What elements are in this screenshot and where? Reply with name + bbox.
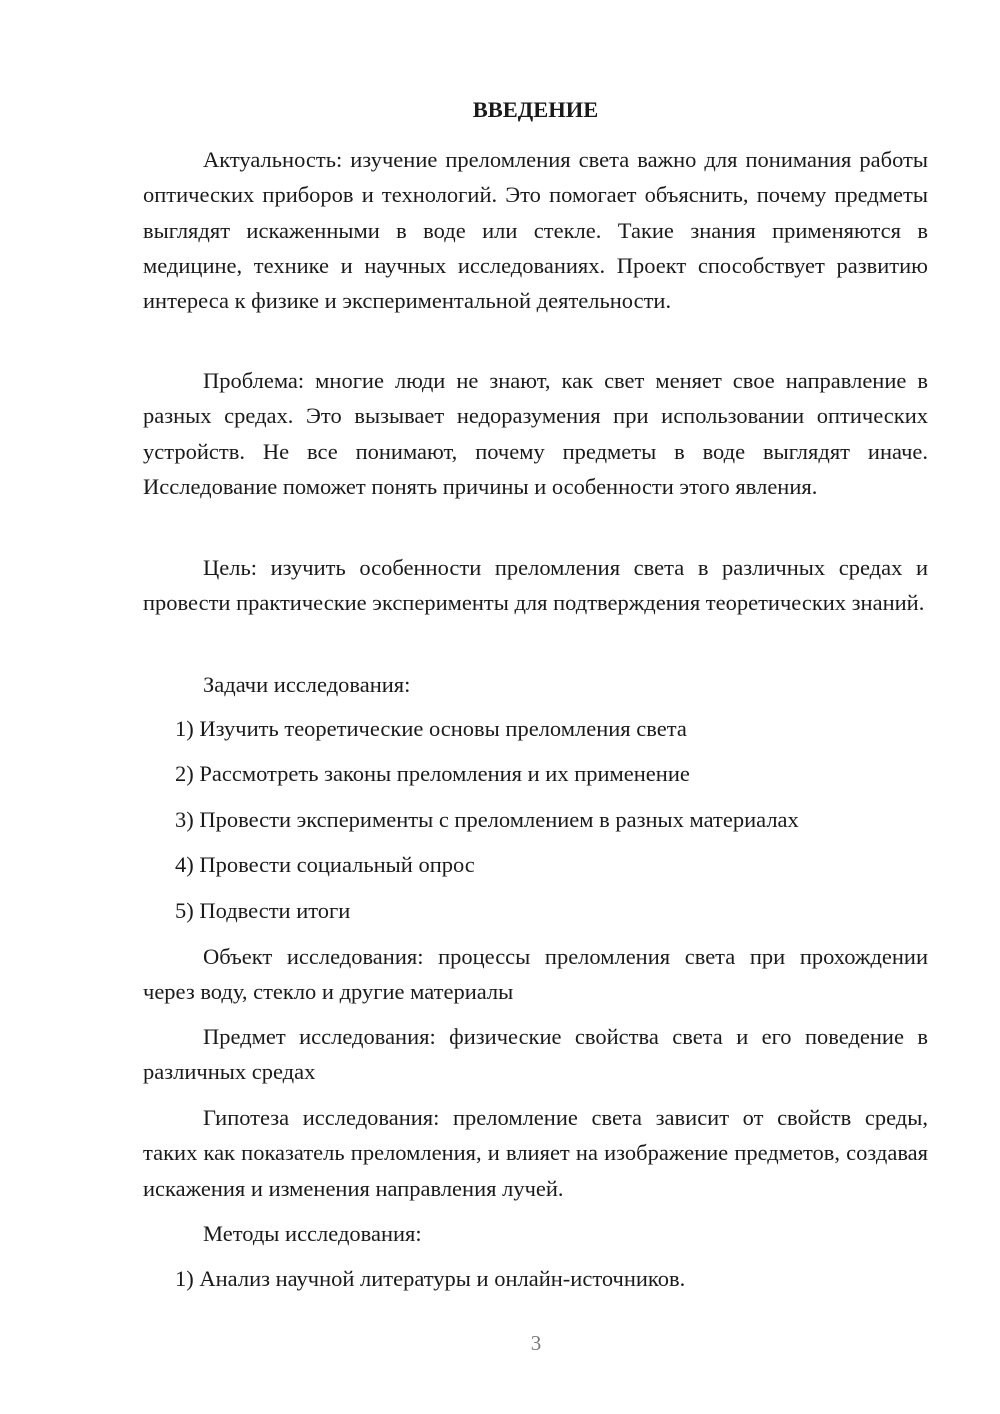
- object-paragraph: Объект исследования: процессы преломления света при прохождении через воду, стекло и другие материалы: [143, 944, 928, 1005]
- task-item: 2) Рассмотреть законы преломления и их применение: [175, 761, 690, 786]
- problem-paragraph: Проблема: многие люди не знают, как свет меняет свое направление в разных средах. Это вызывает недоразумения при использовании оптических устройств. Не все понимают, почему предметы в воде выглядят иначе. Исследование поможет понять причины и особенности этого явления.: [143, 368, 928, 499]
- task-item: 5) Подвести итоги: [175, 898, 351, 923]
- subject-paragraph: Предмет исследования: физические свойства света и его поведение в различных средах: [143, 1024, 928, 1085]
- method-item: 1) Анализ научной литературы и онлайн-источников.: [175, 1266, 686, 1291]
- methods-heading: Методы исследования:: [203, 1221, 422, 1246]
- task-item: 4) Провести социальный опрос: [175, 852, 475, 877]
- page-number: 3: [530, 1331, 542, 1355]
- task-item: 1) Изучить теоретические основы преломления света: [175, 716, 687, 741]
- task-item: 3) Провести эксперименты с преломлением в разных материалах: [175, 807, 799, 832]
- tasks-heading: Задачи исследования:: [203, 672, 411, 697]
- hypothesis-paragraph: Гипотеза исследования: преломление света зависит от свойств среды, таких как показатель преломления, и влияет на изображение предметов, создавая искажения и изменения направления лучей.: [143, 1105, 928, 1201]
- goal-paragraph: Цель: изучить особенности преломления света в различных средах и провести практические эксперименты для подтверждения теоретических знаний.: [143, 555, 928, 616]
- section-heading: ВВЕДЕНИЕ: [472, 97, 599, 122]
- relevance-paragraph: Актуальность: изучение преломления света важно для понимания работы оптических приборов и технологий. Это помогает объяснить, почему предметы выглядят искаженными в воде или стекле. Такие знания применяются в медицине, технике и научных исследованиях. Проект способствует развитию интереса к физике и экспериментальной деятельности.: [143, 147, 928, 314]
